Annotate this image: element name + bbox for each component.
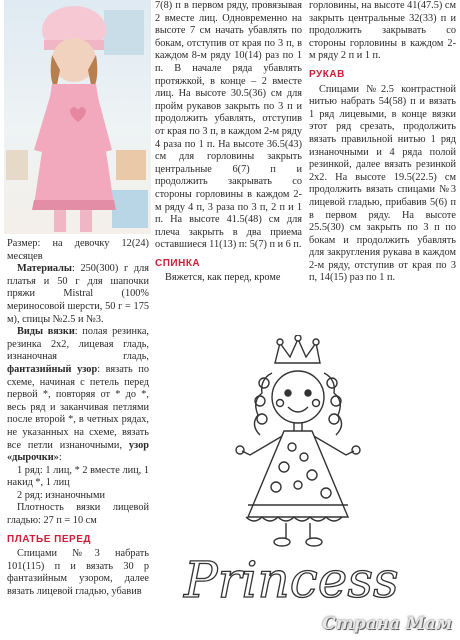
fancy-label: фантазийный узор bbox=[7, 363, 98, 375]
watermark-logo: Страна Мам bbox=[322, 614, 452, 634]
back-text: Вяжется, как перед, кроме bbox=[165, 272, 281, 284]
materials-label: Материалы bbox=[17, 263, 72, 275]
column-2 bbox=[155, 0, 302, 285]
col3-text: горловины, на высоте 41(47.5) см закрыть центральные 32(33) п и продолжить закрывать со стороны горловины в каждом 2-м ряду 2 п и 1 п. bbox=[309, 0, 456, 62]
princess-word: Princess bbox=[184, 551, 399, 609]
col2-text: 7(8) п в первом ряду, провязывая 2 вместе лиц. Одновременно на высоте 7 см начать убавлять по бокам, отступив от края по 3 п, в каждом 8-м ряду 10(14) раз по 1 п. В начале ряда убавлять протяжкой, в конце – 2 вместе лиц. На высоте 30.5(36) см для пройм рукавов закрыть по 3 п и продолжить убавлять, отступив от края по 3 п, в каждом 2-м ряду 4 раза по 1 п. На высоте 36.5(43) см для горловины закрыть центральные 6(7) п и продолжить закрывать со стороны горловины в каждом 2-м ряду 4 п, 3 раза по 3 п, 2 п и 1 п. На высоте 41.5(48) см для плеча закрыть в два приема оставшиеся 11(13) п: 5(7) п и 6 п. bbox=[155, 0, 302, 251]
photo-girl-in-pink-dress bbox=[4, 0, 151, 234]
stitches-text: : полая резинка, резинка 2х2, лицевая гладь, изнаночная гладь, bbox=[7, 326, 149, 363]
princess-drawing bbox=[180, 335, 458, 635]
back-header: СПИНКА bbox=[155, 257, 201, 269]
front-text: Спицами №3 набрать 101(115) п и вязать 30 р фантазийным узором, далее вязать лицевой гладью, убавив bbox=[7, 548, 149, 598]
fancy-text: : вязать по схеме, начиная с петель перед первой *, повторяя от * до *, весь ряд и заканчивая петлями после второй *, в четных рядах, не указанных на схеме, вязать все петли изнаночными, bbox=[7, 363, 149, 451]
eyelet-row-2: 2 ряд: изнаночными bbox=[17, 489, 105, 501]
stitches-label: Виды вязки bbox=[17, 326, 75, 338]
sleeve-header: РУКАВ bbox=[309, 68, 345, 80]
stitches-paragraph bbox=[7, 326, 149, 465]
materials-paragraph bbox=[7, 263, 149, 326]
column-1 bbox=[7, 238, 149, 599]
eyelet-text: : bbox=[58, 452, 62, 464]
column-3 bbox=[309, 0, 456, 285]
gauge-text: Плотность вязки лицевой гладью: 27 п = 10 см bbox=[7, 502, 149, 527]
materials-text: : 250(300) г для платья и 50 г для шапочки пряжи Mistral (100% мериносовой шерсти, 50 г = 175 м), спицы №2.5 и №3. bbox=[7, 263, 149, 325]
front-header: ПЛАТЬЕ ПЕРЕД bbox=[7, 533, 91, 545]
eyelet-row-1: 1 ряд: 1 лиц, * 2 вместе лиц, 1 накид *, 1 лиц bbox=[7, 464, 149, 489]
eyelet-label: узор «дырочки» bbox=[7, 439, 149, 464]
size-text: Размер: на девочку 12(24) месяцев bbox=[7, 238, 149, 262]
sleeve-text: Спицами №2.5 контрастной нитью набрать 54(58) п и вязать 1 ряд лицевыми, в конце вязки этот ряд срезать, продолжить вязать правильной нитью 1 ряд изнаночными и 4 ряда полой резинкой, далее вязать резинкой 2х2. На высоте 19.5(22.5) см продолжить вязать спицами №3 лицевой гладью, прибавив 5(6) п в первом ряду. На высоте 25.5(30) см закрыть по 3 п по бокам и продолжить убавлять для закругления рукава в каждом 2-м ряду, отступив от края по 3 п, 14(15) раз по 1 п. bbox=[309, 83, 456, 284]
